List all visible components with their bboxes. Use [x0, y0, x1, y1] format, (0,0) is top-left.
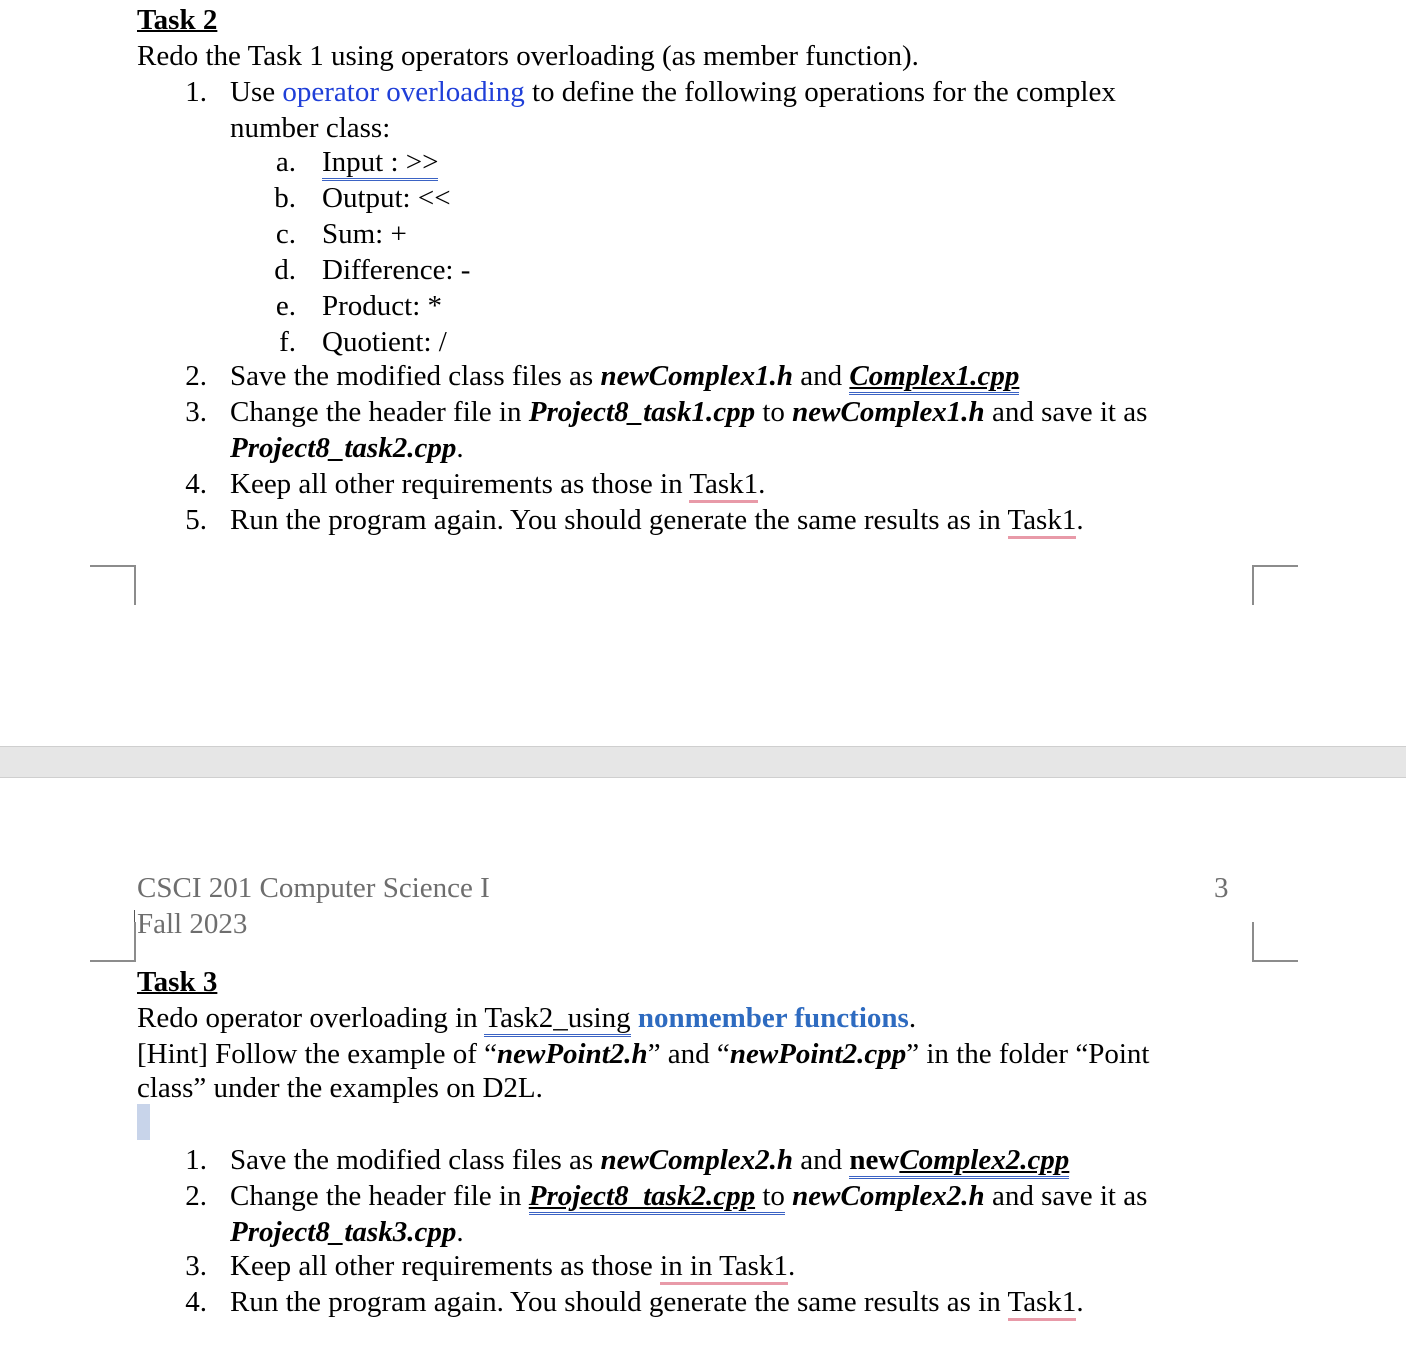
filename: newComplex1.h	[600, 360, 794, 392]
sub-item-input	[322, 144, 438, 180]
task2-item1-cont: number class:	[230, 112, 391, 144]
operator-overloading-link[interactable]: operator overloading	[282, 76, 525, 108]
grammar-flag: Task2_using	[484, 1002, 630, 1037]
item-text: .	[456, 432, 464, 464]
sub-item-quotient: Quotient: /	[322, 326, 447, 358]
item-text: to	[755, 396, 793, 428]
task2-item4	[230, 466, 765, 502]
page-break-gap	[0, 746, 1406, 778]
task2-item3	[230, 394, 1147, 430]
sub-item-difference: Difference: -	[322, 254, 471, 286]
task3-item4	[230, 1284, 1084, 1320]
list-number: 1.	[185, 1144, 207, 1176]
list-number: 2.	[185, 360, 207, 392]
sub-letter: b.	[274, 182, 296, 214]
item-text: .	[758, 468, 766, 500]
filename: newPoint2.h	[497, 1038, 648, 1070]
filename: Complex2.cpp	[899, 1144, 1070, 1176]
sub-letter: a.	[275, 146, 296, 178]
item-text: to define the following operations for the complex	[524, 76, 1116, 108]
list-number: 1.	[185, 76, 207, 108]
item-text: ” and “	[647, 1038, 730, 1070]
nonmember-functions-link[interactable]: nonmember functions	[637, 1002, 909, 1034]
item-text: .	[908, 1002, 917, 1034]
filename: Project8_task2.cpp	[529, 1180, 755, 1215]
filename: newComplex1.h	[792, 396, 985, 428]
filename: Complex1.cpp	[849, 360, 1019, 395]
filename: newComplex2.h	[600, 1144, 794, 1176]
sub-letter: d.	[274, 254, 296, 286]
sub-letter: e.	[275, 290, 296, 322]
filename: new	[849, 1144, 900, 1176]
filename: newComplex2.h	[792, 1180, 985, 1212]
item-text: .	[456, 1216, 464, 1248]
task2-item5	[230, 502, 1084, 538]
item-text: Keep all other requirements as those	[230, 1250, 661, 1282]
spelling-flag: Task1	[1008, 1286, 1077, 1321]
item-text: .	[1076, 1286, 1084, 1318]
task3-item1	[230, 1142, 1069, 1178]
spelling-flag: in in Task1	[660, 1250, 788, 1285]
task3-intro	[137, 1000, 916, 1036]
filename: Project8_task3.cpp	[230, 1216, 457, 1248]
task3-item2	[230, 1178, 1147, 1214]
item-text: Run the program again. You should generate the same results as in	[230, 504, 1008, 536]
item-text: .	[787, 1250, 796, 1282]
empty-paragraph-selection[interactable]	[137, 1104, 150, 1140]
item-text: and save it as	[984, 396, 1148, 428]
crop-mark-top-right	[1252, 922, 1298, 962]
list-number: 4.	[185, 1286, 207, 1318]
sub-item-product: Product: *	[322, 290, 443, 322]
item-text: Use	[230, 76, 283, 108]
list-number: 2.	[185, 1180, 207, 1212]
header-term[interactable]: Fall 2023	[137, 908, 248, 940]
task2-item2	[230, 358, 1019, 394]
task2-item1	[230, 74, 1116, 110]
item-text: and	[793, 1144, 850, 1176]
spelling-flag: Task1	[1008, 504, 1077, 539]
filename: newPoint2.cpp	[729, 1038, 907, 1070]
task2-intro: Redo the Task 1 using operators overloading (as member function).	[137, 40, 919, 72]
crop-mark-bottom-left	[90, 565, 136, 605]
spelling-flag: Task1	[689, 468, 758, 503]
item-text: Change the header file in	[230, 1180, 529, 1212]
header-page-number: 3	[1214, 872, 1229, 904]
item-text: to	[755, 1180, 785, 1215]
item-text: Keep all other requirements as those in	[230, 468, 690, 500]
item-text: Save the modified class files as	[230, 360, 601, 392]
task3-item3	[230, 1248, 795, 1284]
task3-item2-cont	[230, 1214, 464, 1250]
item-text: Run the program again. You should generate the same results as in	[230, 1286, 1008, 1318]
list-number: 3.	[185, 396, 207, 428]
item-text: Change the header file in	[230, 396, 529, 428]
sub-item-output: Output: <<	[322, 182, 451, 214]
sub-item-sum: Sum: +	[322, 218, 407, 250]
item-text: and save it as	[984, 1180, 1148, 1212]
task2-item3-cont	[230, 430, 464, 466]
item-text: and	[793, 360, 850, 392]
filename: Project8_task1.cpp	[528, 396, 756, 428]
item-text: ” in the folder “Point	[906, 1038, 1150, 1070]
task3-hint	[137, 1036, 1149, 1072]
list-number: 4.	[185, 468, 207, 500]
item-text: [Hint] Follow the example of “	[137, 1038, 497, 1070]
item-text: .	[1076, 504, 1084, 536]
sub-letter: c.	[275, 218, 296, 250]
filename: Project8_task2.cpp	[230, 432, 457, 464]
header-course[interactable]: CSCI 201 Computer Science I	[137, 872, 490, 904]
task3-hint-cont: class” under the examples on D2L.	[137, 1072, 543, 1104]
task2-heading: Task 2	[137, 4, 218, 36]
item-text: Redo operator overloading in	[137, 1002, 485, 1034]
list-number: 5.	[185, 504, 207, 536]
task3-heading: Task 3	[137, 966, 218, 998]
item-text: Input : >>	[322, 146, 438, 181]
crop-mark-top-left	[90, 922, 136, 962]
item-text: Save the modified class files as	[230, 1144, 601, 1176]
list-number: 3.	[185, 1250, 207, 1282]
sub-letter: f.	[279, 326, 296, 358]
crop-mark-bottom-right	[1252, 565, 1298, 605]
